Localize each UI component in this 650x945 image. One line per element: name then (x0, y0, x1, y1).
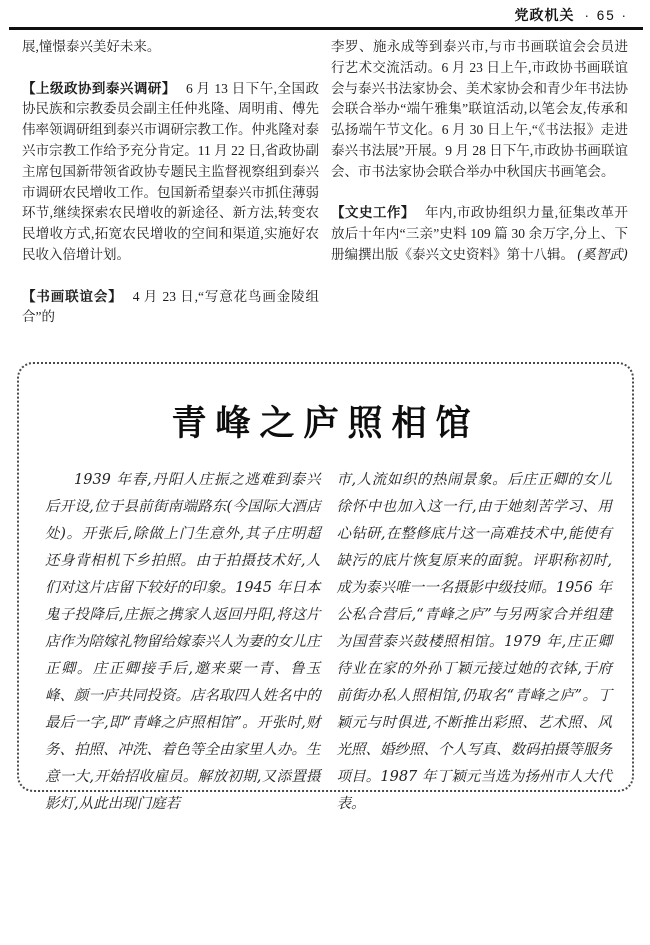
feature-box-body (45, 467, 612, 818)
feature-box-title: 青峰之庐照相馆 (171, 404, 480, 443)
feature-box-column-left: 1939 年春,丹阳人庄振之逃难到泰兴后开设,位于县前街南端路东(今国际大酒店处)。开张后,除做上门生意外,其子庄明超还身背相机下乡拍照。由于拍摄技术好,人们对这片店留下较好的印象。1945 年日本鬼子投降后,庄振之携家人返回丹阳,将这片店作为陪嫁礼物留给嫁泰兴人为妻的女儿庄正卿。庄正卿接手后,邀来粟一青、鲁玉峰、颜一庐共同投资。店名取四人姓名中的最后一字,即“青峰之庐照相馆”。开张时,财务、拍照、冲洗、着色等全由家里人办。生意一大,开始招收雇员。解放初期,又添置摄影灯,从此出现门庭若 (45, 472, 321, 812)
paragraph-continuation: 展,憧憬泰兴美好未来。 (22, 39, 161, 54)
entry-body: 年内,市政协组织力量,征集改革开放后十年内“三亲”史料 109 篇 30 余万字,分上、下册编撰出版《泰兴文史资料》第十八辑。 (331, 205, 629, 262)
section-label: 党政机关 (514, 7, 575, 23)
entry-heading: 【书画联谊会】 (22, 288, 123, 304)
entry-wenshi-gongzuo (331, 203, 628, 265)
author-signature: (奚智武) (576, 246, 628, 263)
feature-box-column-right: 市,人流如织的热闹景象。后庄正卿的女儿徐怀中也加入这一行,由于她刻苦学习、用心钻研,在整修底片这一高难技术中,能使有缺污的底片恢复原来的面貌。评职称初时,成为泰兴唯一一名摄影中级技师。1956 年公私合营后,“青峰之庐”与另两家合并组建为国营泰兴鼓楼照相馆。1979 年,庄正卿待业在家的外孙丁颖元接过她的衣钵,于府前街办私人照相馆,仍取名“青峰之庐”。丁颖元与时俱进,不断推出彩照、艺术照、风光照、婚纱照、个人写真、数码拍摄等服务项目。1987 年丁颖元当选为扬州市人大代表。 (336, 472, 612, 812)
entry-shuhua-lianyihui (22, 287, 319, 329)
page-number: · 65 · (584, 8, 628, 23)
paragraph-continuation: 李罗、施永成等到泰兴市,与市书画联谊会会员进行艺术交流活动。6 月 23 日上午,市政协书画联谊会与泰兴书法家协会、美术家协会和青少年书法协会联合举办“端午雅集”联谊活动,以笔会友,传承和弘扬端午节文化。6 月 30 日上午,“《书法报》走进泰兴书法展”开展。9 月 28 日下午,市政协书画联谊会、市书法家协会联合举办中秋国庆书画笔会。 (331, 39, 628, 179)
entry-heading: 【上级政协到泰兴调研】 (22, 80, 176, 96)
entry-heading: 【文史工作】 (331, 205, 415, 221)
photo-studio-feature-box (17, 362, 634, 812)
entry-shangji-diaoyan (22, 79, 319, 266)
header-rule (9, 27, 643, 30)
entry-body: 6 月 13 日下午,全国政协民族和宗教委员会副主任仲兆隆、周明甫、傅先伟率领调研组到泰兴市调研宗教工作。仲兆隆对泰兴市宗教工作给予充分肯定。11 月 22 日,省政协副主席包国新带领省政协专题民主监督视察组到泰兴市调研农民增收工作。包国新希望泰兴市抓住薄弱环节,继续探索农民增收的新途径、新方法,转变农民增收方式,拓宽农民增收的空间和渠道,实施好农民收入倍增计划。 (22, 80, 320, 262)
running-header (514, 5, 628, 25)
news-column-right (331, 37, 628, 266)
entry-body: 4 月 23 日,“写意花鸟画金陵组合”的 (22, 288, 319, 325)
news-column-left (22, 37, 319, 328)
